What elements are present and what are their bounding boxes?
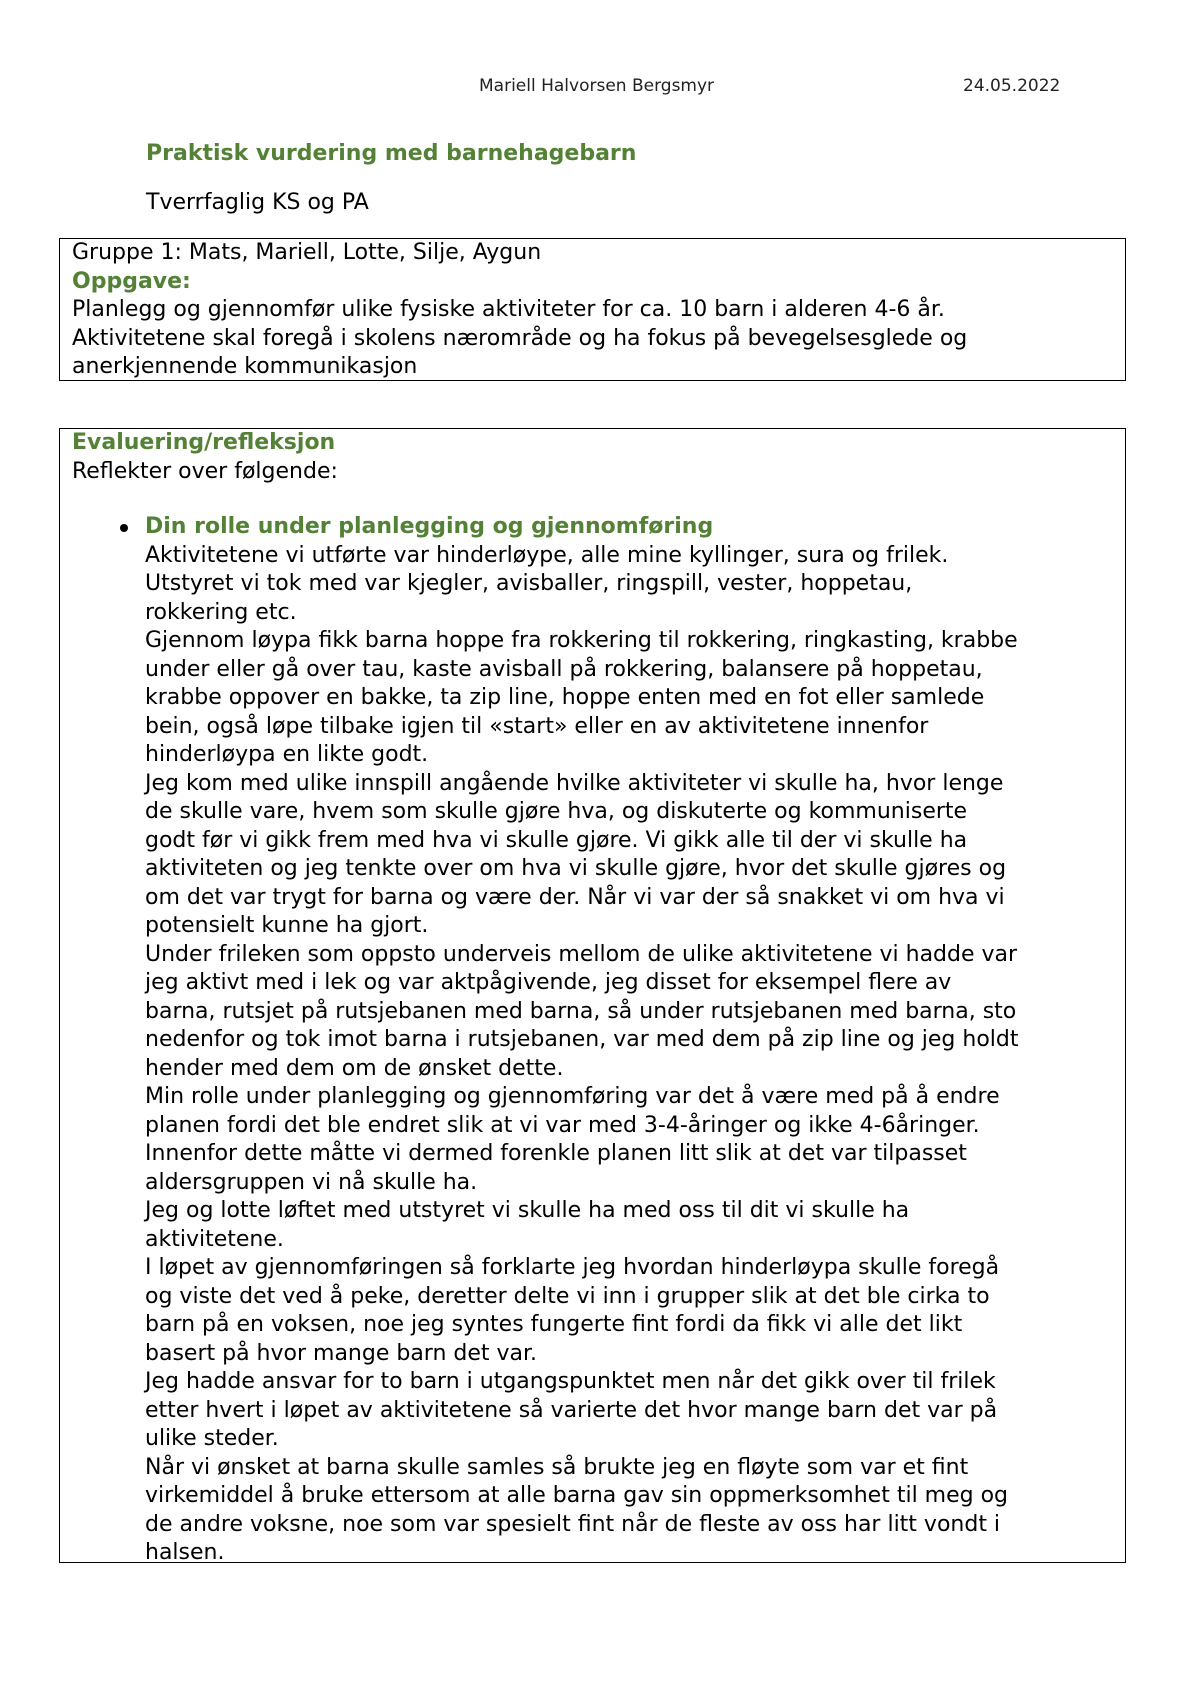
body-line: basert på hvor mange barn det var. [145,1340,538,1366]
body-line: potensielt kunne ha gjort. [145,913,429,938]
body-line: under eller gå over tau, kaste avisball på rokkering, balansere på hoppetau, [145,656,983,682]
body-line: aktiviteten og jeg tenkte over om hva vi skulle gjøre, hvor det skulle gjøres og [145,856,1007,881]
body-line: de andre voksne, noe som var spesielt fint når de fleste av oss har litt vondt i [145,1511,1001,1537]
header-date: 24.05.2022 [963,76,1061,96]
bullet-heading: Din rolle under planlegging og gjennomføring [145,514,714,539]
body-line: Min rolle under planlegging og gjennomføring var det å være med på å endre [145,1084,1000,1109]
body-line: Når vi ønsket at barna skulle samles så brukte jeg en fløyte som var et fint [145,1454,969,1480]
body-line: om det var trygt for barna og være der. Når vi var der så snakket vi om hva vi [145,884,1005,910]
body-line: rokkering etc. [145,599,297,625]
body-line: nedenfor og tok imot barna i rutsjebanen, var med dem på zip line og jeg holdt [145,1027,1019,1052]
reflection-box [59,428,1126,1563]
task-line: anerkjennende kommunikasjon [72,354,418,379]
task-heading: Oppgave: [72,268,191,294]
body-line: hender med dem om de ønsket dette. [145,1055,564,1081]
bullet-item [72,513,1125,1568]
group-members: Gruppe 1: Mats, Mariell, Lotte, Silje, Aygun [72,240,542,265]
body-line: aldersgruppen vi nå skulle ha. [145,1169,478,1195]
task-line: Planlegg og gjennomfør ulike fysiske aktiviteter for ca. 10 barn i alderen 4-6 år. [72,297,945,322]
body-line: Utstyret vi tok med var kjegler, avisballer, ringspill, vester, hoppetau, [145,571,913,596]
body-line: krabbe oppover en bakke, ta zip line, hoppe enten med en fot eller samlede [145,685,985,710]
body-line: jeg aktivt med i lek og var aktpågivende, jeg disset for eksempel flere av [145,970,952,995]
body-line: barna, rutsjet på rutsjebanen med barna, så under rutsjebanen med barna, sto [145,998,1017,1024]
body-line: ulike steder. [145,1426,279,1451]
header-author: Mariell Halvorsen Bergsmyr [479,76,715,96]
body-line: Jeg kom med ulike innspill angående hvilke aktiviteter vi skulle ha, hvor lenge [145,770,1004,796]
body-line: Aktivitetene vi utførte var hinderløype, alle mine kyllinger, sura og frilek. [145,542,949,568]
body-line: og viste det ved å peke, deretter delte vi inn i grupper slik at det ble cirka to [145,1283,990,1309]
body-line: I løpet av gjennomføringen så forklarte jeg hvordan hinderløypa skulle foregå [145,1255,1000,1280]
body-line: bein, også løpe tilbake igjen til «start» eller en av aktivitetene innenfor [145,713,929,739]
body-line: Jeg og lotte løftet med utstyret vi skulle ha med oss til dit vi skulle ha [145,1198,910,1223]
body-line: godt før vi gikk frem med hva vi skulle gjøre. Vi gikk alle til der vi skulle ha [145,827,968,853]
body-line: planen fordi det ble endret slik at vi var med 3-4-åringer og ikke 4-6åringer. [145,1112,980,1138]
body-line: Gjennom løypa fikk barna hoppe fra rokkering til rokkering, ringkasting, krabbe [145,628,1018,653]
bullet-icon [120,524,128,532]
body-line: Jeg hadde ansvar for to barn i utgangspunktet men når det gikk over til frilek [145,1369,996,1394]
body-line: virkemiddel å bruke ettersom at alle barna gav sin oppmerksomhet til meg og [145,1483,1009,1508]
document-title: Praktisk vurdering med barnehagebarn [146,141,637,166]
body-line: Innenfor dette måtte vi dermed forenkle planen litt slik at det var tilpasset [145,1141,967,1166]
body-line: etter hvert i løpet av aktivitetene så varierte det hvor mange barn det var på [145,1397,998,1423]
reflection-body [145,542,1125,1568]
reflection-intro: Reflekter over følgende: [72,458,338,484]
body-line: aktivitetene. [145,1226,284,1252]
body-line: barn på en voksen, noe jeg syntes fungerte fint fordi da fikk vi alle det likt [145,1312,963,1337]
body-line: de skulle vare, hvem som skulle gjøre hva, og diskuterte og kommuniserte [145,799,968,824]
task-box [59,238,1126,381]
reflection-heading: Evaluering/refleksjon [72,430,336,455]
document-subtitle: Tverrfaglig KS og PA [146,190,369,215]
body-line: hinderløypa en likte godt. [145,742,429,767]
body-line: halsen. [145,1540,225,1565]
body-line: Under frileken som oppsto underveis mellom de ulike aktivitetene vi hadde var [145,941,1018,967]
task-line: Aktivitetene skal foregå i skolens nærområde og ha fokus på bevegelsesglede og [72,325,968,351]
